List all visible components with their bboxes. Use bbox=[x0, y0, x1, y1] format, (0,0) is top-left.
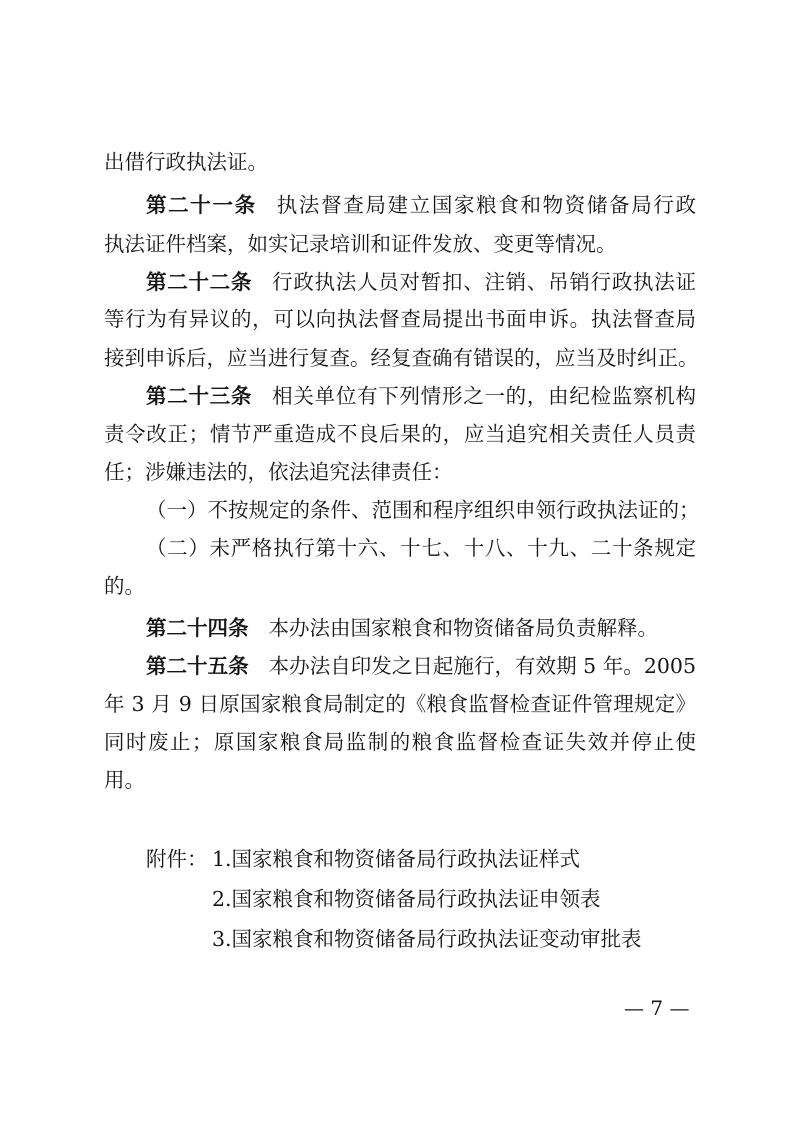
article-label: 第二十四条 bbox=[146, 616, 249, 640]
attachments-label: 附件： bbox=[146, 847, 208, 871]
article-text: 执法督查局建立国家粮食和物资储备局行政 bbox=[276, 193, 697, 217]
article-23-line-3: 任；涉嫌违法的，依法追究法律责任： bbox=[104, 460, 453, 484]
article-22-line-1 bbox=[146, 268, 696, 296]
article-text: 行政执法人员对暂扣、注销、吊销行政执法证 bbox=[272, 270, 697, 294]
article-label: 第二十二条 bbox=[146, 270, 253, 294]
article-text: 本办法自印发之日起施行，有效期 5 年。2005 bbox=[268, 654, 696, 678]
article-label: 第二十三条 bbox=[146, 384, 253, 408]
article-23-line-2: 责令改正；情节严重造成不良后果的，应当追究相关责任人员责 bbox=[104, 422, 696, 446]
article-25-line-1 bbox=[146, 652, 696, 680]
article-21-line-1 bbox=[146, 191, 696, 219]
attachment-item-1: 1.国家粮食和物资储备局行政执法证样式 bbox=[212, 847, 581, 871]
paragraph-line: 出借行政执法证。 bbox=[104, 150, 268, 174]
page-number: — 7 — bbox=[624, 996, 690, 1020]
article-23-line-1 bbox=[146, 382, 696, 410]
article-23-item-2: （二）未严格执行第十六、十七、十八、十九、二十条规定 bbox=[146, 536, 696, 560]
article-label: 第二十五条 bbox=[146, 654, 249, 678]
article-25-line-4: 用。 bbox=[104, 768, 145, 792]
attachment-item-2: 2.国家粮食和物资储备局行政执法证申领表 bbox=[212, 887, 601, 911]
article-24-line-1 bbox=[146, 614, 696, 642]
article-21-line-2: 执法证件档案，如实记录培训和证件发放、变更等情况。 bbox=[104, 232, 617, 256]
article-23-item-2-cont: 的。 bbox=[104, 574, 145, 598]
attachment-item-3: 3.国家粮食和物资储备局行政执法证变动审批表 bbox=[212, 927, 642, 951]
article-label: 第二十一条 bbox=[146, 193, 257, 217]
article-text: 相关单位有下列情形之一的，由纪检监察机构 bbox=[272, 384, 697, 408]
article-22-line-3: 接到申诉后，应当进行复查。经复查确有错误的，应当及时纠正。 bbox=[104, 346, 699, 370]
article-text: 本办法由国家粮食和物资储备局负责解释。 bbox=[268, 616, 658, 640]
article-22-line-2: 等行为有异议的，可以向执法督查局提出书面申诉。执法督查局 bbox=[104, 307, 696, 331]
article-23-item-1: （一）不按规定的条件、范围和程序组织申领行政执法证的； bbox=[146, 498, 700, 522]
article-25-line-2: 年 3 月 9 日原国家粮食局制定的《粮食监督检查证件管理规定》 bbox=[104, 692, 696, 716]
article-25-line-3: 同时废止；原国家粮食局监制的粮食监督检查证失效并停止使 bbox=[104, 730, 696, 754]
